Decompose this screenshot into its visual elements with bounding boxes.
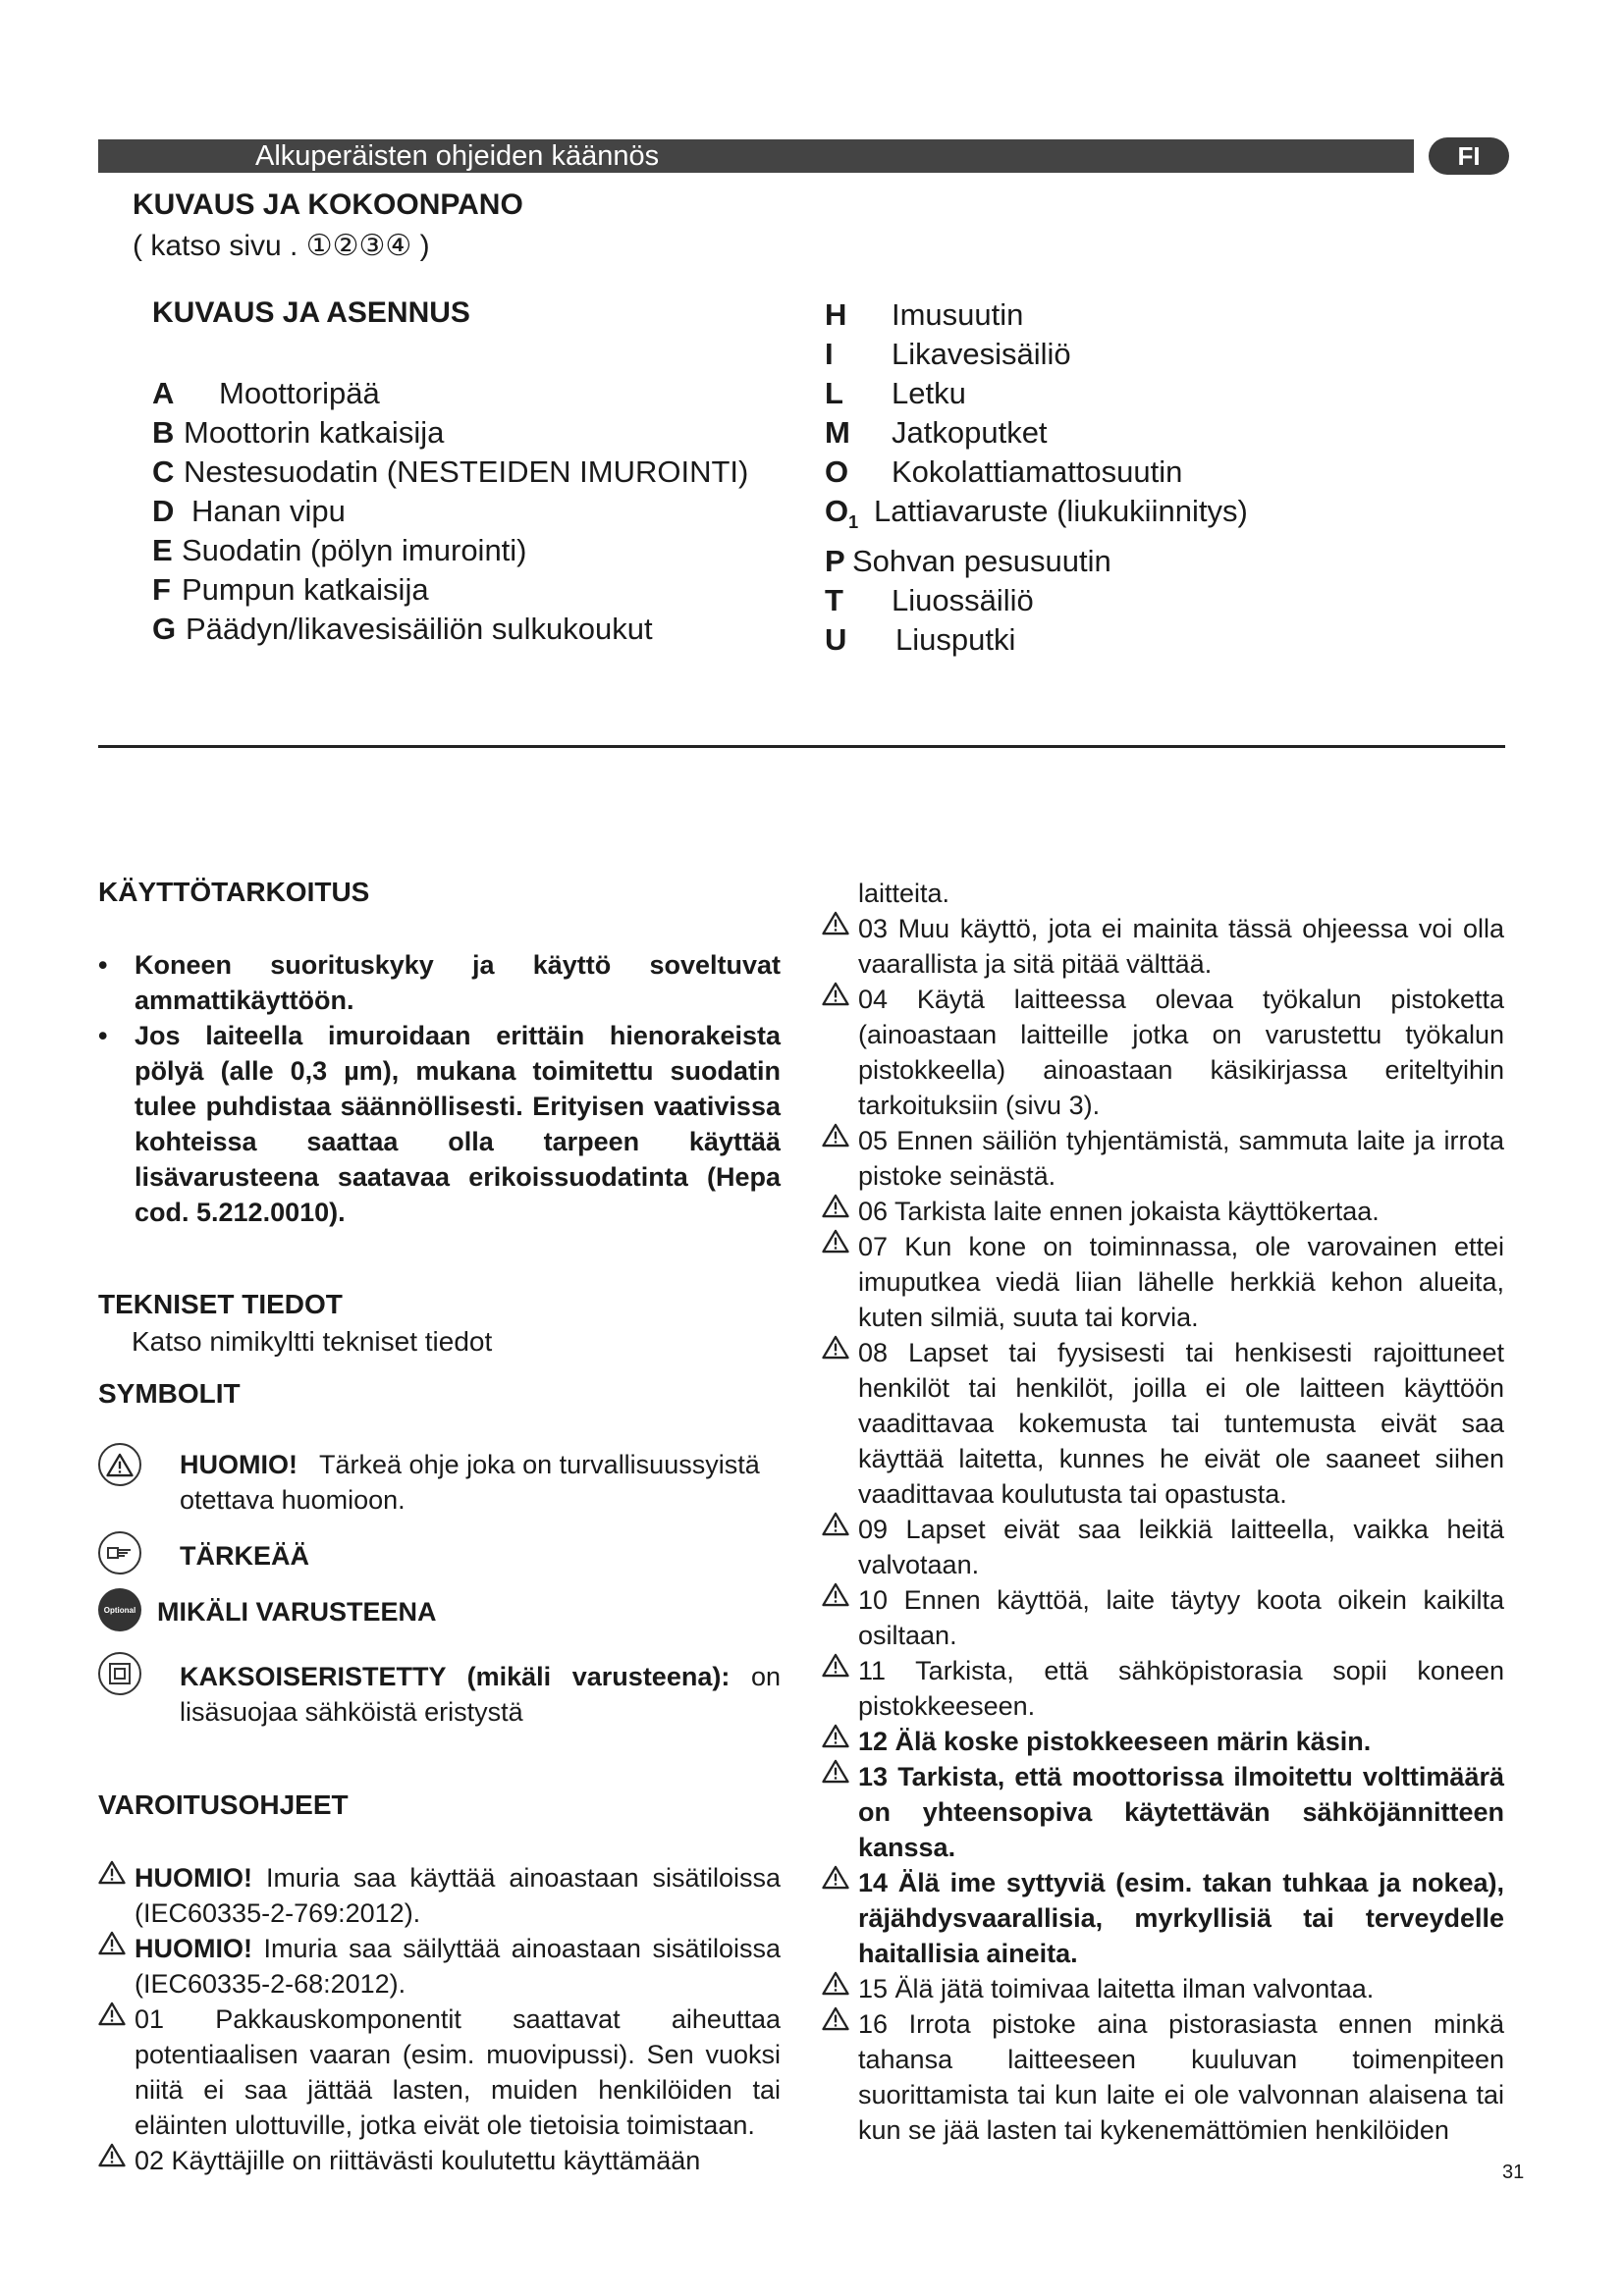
double-insulation-icon [98, 1652, 141, 1695]
warning-icon [822, 1653, 849, 1678]
warning-item: HUOMIO! Imuria saa säilyttää ainoastaan sisätiloissa (IEC60335-2-68:2012). [98, 1931, 781, 2002]
warnings-right [822, 876, 1504, 2148]
warning-icon [822, 1335, 849, 1360]
important-pointing-hand-icon [98, 1531, 141, 1575]
list-item: U Liusputki [825, 622, 1016, 658]
optional-label: MIKÄLI VARUSTEENA [157, 1597, 437, 1627]
warning-icon [822, 1582, 849, 1607]
warning-icon [822, 982, 849, 1006]
double-insulation-text: on lisäsuojaa sähköistä eristystä [180, 1662, 781, 1727]
list-item: H Imusuutin [825, 297, 1024, 332]
list-item: O Kokolattiamattosuutin [825, 454, 1183, 489]
warning-icon [822, 911, 849, 935]
list-item: E Suodatin (pölyn imurointi) [152, 533, 527, 567]
warning-icon [822, 1229, 849, 1254]
warning-item: 09 Lapset eivät saa leikkiä laitteella, vaikka heitä valvotaan. [822, 1512, 1504, 1582]
list-item: D Hanan vipu [152, 494, 346, 528]
warning-item: 03 Muu käyttö, jota ei mainita tässä ohjeessa voi olla vaarallista ja sitä pitää välttää. [822, 911, 1504, 982]
section-divider [98, 745, 1505, 748]
list-item: F Pumpun katkaisija [152, 572, 429, 607]
warning-item: 14 Älä ime syttyviä (esim. takan tuhkaa ja nokea), räjähdysvaarallisia, myrkyllisiä tai terveydelle haitallisia aineita. [822, 1865, 1504, 1971]
list-item: $O_1$ Lattiavaruste (liukukiinnitys) [825, 494, 1248, 533]
page-number: 31 [1502, 2162, 1525, 2183]
list-item: I Likavesisäiliö [825, 337, 1071, 371]
warning-icon [822, 2006, 849, 2031]
attention-symbol-icon [98, 1443, 141, 1486]
warnings-left [98, 1860, 781, 2178]
header-bar [98, 139, 1414, 173]
intro-heading: KUVAUS JA KOKOONPANO [133, 188, 523, 221]
list-item: G Päädyn/likavesisäiliön sulkukoukut [152, 612, 653, 646]
warning-item: 02 Käyttäjille on riittävästi koulutettu käyttämään [98, 2143, 781, 2178]
warning-icon [822, 1123, 849, 1148]
important-label: TÄRKEÄÄ [180, 1541, 309, 1571]
components-list-right [825, 295, 1248, 660]
double-insulation-title: KAKSOISERISTETTY (mikäli varusteena): [180, 1662, 731, 1691]
usage-heading: KÄYTTÖTARKOITUS [98, 877, 370, 907]
warning-icon [822, 1512, 849, 1536]
warning-item: 04 Käytä laitteessa olevaa työkalun pistoketta (ainoastaan laitteille jotka on varustettu työkalun pistokkeella) ainoastaan käsikirjassa eriteltyihin tarkoituksiin (sivu 3). [822, 982, 1504, 1123]
warning-item: 08 Lapset tai fyysisesti tai henkisesti rajoittuneet henkilöt tai henkilöt, joilla ei ole laitteen käyttöön vaadittavaa kokemusta tai tuntemusta eivät saa käyttää laitetta, kunnes he eivät ole saaneet siihen vaadittavaa koulutusta tai opastusta. [822, 1335, 1504, 1512]
components-heading: KUVAUS JA ASENNUS [152, 296, 470, 329]
warning-item: 12 Älä koske pistokkeeseen märin käsin. [822, 1724, 1504, 1759]
warning-item: 07 Kun kone on toiminnassa, ole varovainen ettei imuputkea viedä liian lähelle herkkiä kehon alueita, kuten silmiä, suuta tai korvia. [822, 1229, 1504, 1335]
warning-icon [98, 1860, 126, 1885]
warning-icon [98, 2002, 126, 2026]
list-item: L Letku [825, 376, 966, 410]
list-item: A Moottoripää [152, 376, 380, 410]
usage-bullet: • Jos laiteella imuroidaan erittäin hienorakeista pölyä (alle 0,3 µm), mukana toimitettu suodatin tulee puhdistaa säännöllisesti. Erityisen vaativissa kohteissa saattaa olla tarpeen käyttää lisävarusteena saatavaa erikoissuodatinta (Hepa cod. 5.212.0010). [98, 1018, 781, 1230]
double-insulation-description [180, 1659, 781, 1730]
symbols-heading: SYMBOLIT [98, 1378, 241, 1409]
warning-icon [822, 1759, 849, 1784]
warning-icon [822, 1724, 849, 1748]
list-item: P Sohvan pesusuutin [825, 544, 1111, 579]
warning-item: 05 Ennen säiliön tyhjentämistä, sammuta laite ja irrota pistoke seinästä. [822, 1123, 1504, 1194]
usage-bullets [98, 947, 781, 1230]
components-list-left [152, 374, 748, 649]
attention-title: HUOMIO! [180, 1450, 298, 1479]
warning-icon [822, 1971, 849, 1996]
tech-heading: TEKNISET TIEDOT [98, 1289, 343, 1319]
warning-item: 06 Tarkista laite ennen jokaista käyttökertaa. [822, 1194, 1504, 1229]
list-item: C Nestesuodatin (NESTEIDEN IMUROINTI) [152, 454, 749, 489]
tech-text: Katso nimikyltti tekniset tiedot [132, 1326, 493, 1357]
attention-description [180, 1447, 800, 1518]
language-badge: FI [1429, 137, 1509, 175]
warning-item: 13 Tarkista, että moottorissa ilmoitettu volttimäärä on yhteensopiva käytettävän sähköjännitteen kanssa. [822, 1759, 1504, 1865]
warning-icon [98, 1931, 126, 1955]
list-item: T Liuossäiliö [825, 583, 1034, 618]
attention-text: Tärkeä ohje joka on turvallisuussyistä otettava huomioon. [180, 1450, 760, 1515]
warnings-heading: VAROITUSOHJEET [98, 1789, 349, 1820]
optional-icon: Optional [98, 1588, 141, 1631]
list-item: M Jatkoputket [825, 415, 1048, 450]
intro-see-pages: ( katso sivu . ①②③④ ) [133, 230, 430, 262]
warning-icon [98, 2143, 126, 2167]
warning-item: 10 Ennen käyttöä, laite täytyy koota oikein kaikilta osiltaan. [822, 1582, 1504, 1653]
list-item: B Moottorin katkaisija [152, 415, 445, 450]
warning-continuation: laitteita. [858, 879, 950, 908]
warning-icon [822, 1865, 849, 1890]
warning-item: HUOMIO! Imuria saa käyttää ainoastaan sisätiloissa (IEC60335-2-769:2012). [98, 1860, 781, 1931]
warning-item: 01 Pakkauskomponentit saattavat aiheuttaa potentiaalisen vaaran (esim. muovipussi). Sen vuoksi niitä ei saa jättää lasten, muiden henkilöiden tai eläinten ulottuville, jotka eivät ole tietoisia toimistaan. [98, 2002, 781, 2143]
warning-item: 15 Älä jätä toimivaa laitetta ilman valvontaa. [822, 1971, 1504, 2006]
usage-bullet: • Koneen suorituskyky ja käyttö soveltuvat ammattikäyttöön. [98, 947, 781, 1018]
warning-icon [822, 1194, 849, 1218]
header-title: Alkuperäisten ohjeiden käännös [255, 140, 660, 172]
warning-item: 16 Irrota pistoke aina pistorasiasta ennen minkä tahansa laitteeseen kuuluvan toimenpiteen suorittamista tai kun laite ei ole valvonnan alaisena tai kun se jää lasten tai kykenemättömien henkilöiden [822, 2006, 1504, 2148]
warning-item: 11 Tarkista, että sähköpistorasia sopii koneen pistokkeeseen. [822, 1653, 1504, 1724]
